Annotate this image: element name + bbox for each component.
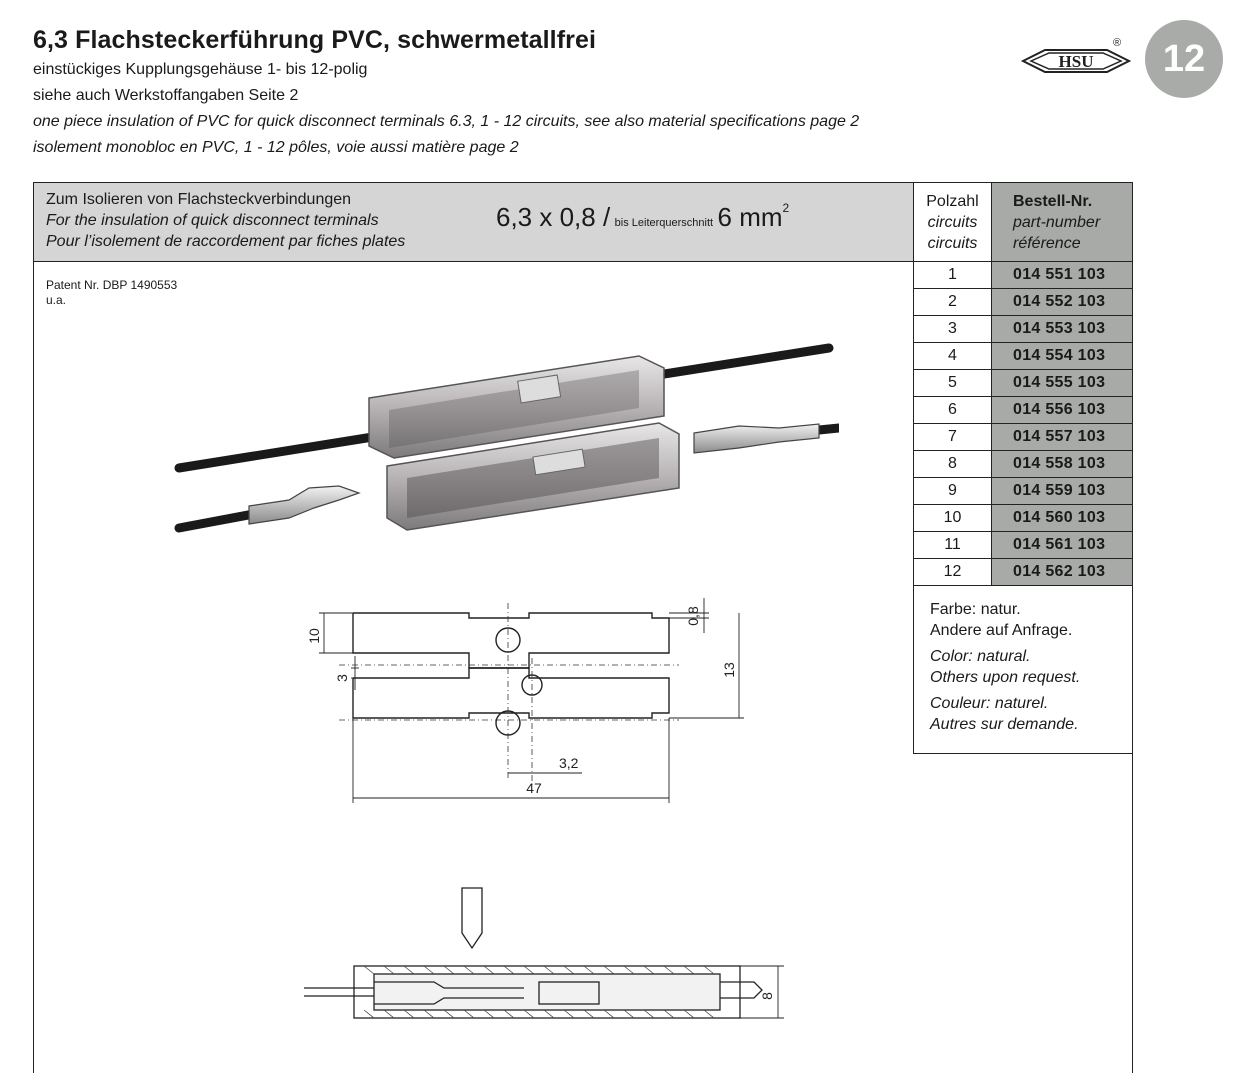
pole-count-cell: 9 — [914, 478, 992, 504]
part-number-cell: 014 562 103 — [992, 559, 1132, 585]
header-poles-en: circuits — [927, 214, 978, 231]
description-band — [34, 183, 913, 262]
part-number-cell: 014 555 103 — [992, 370, 1132, 396]
table-row — [914, 262, 1133, 289]
colour-en-1: Color: natural. — [930, 648, 1031, 665]
part-number-cell: 014 553 103 — [992, 316, 1132, 342]
colour-note — [914, 586, 1133, 754]
header-poles — [914, 183, 992, 261]
part-number-cell: 014 556 103 — [992, 397, 1132, 423]
product-photo — [139, 338, 839, 558]
dim-main: 6,3 x 0,8 / — [496, 202, 611, 232]
page-number-badge: 12 — [1145, 20, 1223, 98]
dim-label-0-8: 0,8 — [685, 606, 701, 626]
pole-count-cell: 2 — [914, 289, 992, 315]
colour-fr-2: Autres sur demande. — [930, 715, 1079, 733]
colour-fr-1: Couleur: naturel. — [930, 695, 1049, 712]
header-part-number — [992, 183, 1132, 261]
part-number-cell: 014 558 103 — [992, 451, 1132, 477]
product-frame — [33, 182, 1133, 1073]
part-number-cell: 014 560 103 — [992, 505, 1132, 531]
dim-label-47: 47 — [526, 780, 542, 796]
dim-small: bis Leiterquerschnitt — [614, 217, 714, 229]
patent-line-1: Patent Nr. DBP 1490553 — [46, 278, 178, 292]
table-row — [914, 370, 1133, 397]
table-row — [914, 343, 1133, 370]
table-row — [914, 451, 1133, 478]
part-number-cell: 014 557 103 — [992, 424, 1132, 450]
hsu-logo — [1021, 34, 1131, 86]
part-number-cell: 014 552 103 — [992, 289, 1132, 315]
page-header — [33, 26, 993, 161]
table-row — [914, 289, 1133, 316]
dimension-drawing — [279, 578, 749, 828]
header-part-de: Bestell-Nr. — [1013, 193, 1093, 210]
logo-text: HSU — [1058, 52, 1094, 71]
subtitle-de-1: einstückiges Kupplungsgehäuse 1- bis 12-polig — [33, 61, 368, 78]
part-number-cell: 014 559 103 — [992, 478, 1132, 504]
table-row — [914, 532, 1133, 559]
tab-terminal — [249, 486, 359, 524]
table-row — [914, 316, 1133, 343]
dim-size: 6 mm — [717, 202, 783, 232]
header-poles-de: Polzahl — [926, 193, 979, 210]
pole-count-cell: 12 — [914, 559, 992, 585]
table-row — [914, 478, 1133, 505]
table-row — [914, 424, 1133, 451]
page-title: 6,3 Flachsteckerführung PVC, schwermetallfrei — [33, 26, 597, 54]
receptacle-terminal — [694, 424, 819, 453]
pole-count-cell: 11 — [914, 532, 992, 558]
header-poles-fr: circuits — [927, 235, 978, 252]
pole-count-cell: 4 — [914, 343, 992, 369]
table-row — [914, 505, 1133, 532]
part-number-cell: 014 551 103 — [992, 262, 1132, 288]
pole-count-cell: 1 — [914, 262, 992, 288]
table-body — [914, 262, 1133, 586]
assembly-drawing — [284, 878, 804, 1043]
part-number-cell: 014 561 103 — [992, 532, 1132, 558]
wire-left-top — [179, 436, 379, 468]
dim-label-13: 13 — [721, 662, 737, 678]
wire-left-bottom — [179, 513, 259, 528]
band-de: Zum Isolieren von Flachsteckverbindungen — [46, 191, 352, 208]
header-part-fr: référence — [1013, 235, 1081, 252]
colour-de-1: Farbe: natur. — [930, 601, 1021, 618]
part-number-cell: 014 554 103 — [992, 343, 1132, 369]
subtitle-fr: isolement monobloc en PVC, 1 - 12 pôles, voie aussi matière page 2 — [33, 139, 519, 156]
colour-de-2: Andere auf Anfrage. — [930, 621, 1073, 639]
subtitle-de-2: siehe auch Werkstoffangaben Seite 2 — [33, 87, 299, 104]
band-fr: Pour l’isolement de raccordement par fiches plates — [46, 233, 406, 250]
table-row — [914, 397, 1133, 424]
pole-count-cell: 6 — [914, 397, 992, 423]
dimension-spec — [496, 201, 789, 233]
subtitle-en: one piece insulation of PVC for quick disconnect terminals 6.3, 1 - 12 circuits, see also material specifications page 2 — [33, 113, 860, 130]
dim-sup: 2 — [782, 201, 790, 215]
pole-count-cell: 3 — [914, 316, 992, 342]
header-part-en: part-number — [1013, 214, 1101, 231]
colour-en-2: Others upon request. — [930, 668, 1081, 686]
dim-label-3: 3 — [334, 674, 350, 682]
part-number-table — [913, 183, 1133, 754]
table-header — [914, 183, 1133, 262]
dim-label-8: 8 — [759, 992, 775, 1000]
patent-note — [46, 278, 177, 308]
band-text — [46, 189, 405, 252]
pole-count-cell: 7 — [914, 424, 992, 450]
wire-right-top — [639, 348, 829, 378]
dim-label-10: 10 — [306, 628, 322, 644]
registered-mark: ® — [1112, 37, 1122, 49]
pole-count-cell: 5 — [914, 370, 992, 396]
pole-count-cell: 8 — [914, 451, 992, 477]
band-en: For the insulation of quick disconnect terminals — [46, 212, 379, 229]
table-row — [914, 559, 1133, 586]
patent-line-2: u.a. — [46, 293, 67, 307]
wire-right-bottom — [819, 428, 839, 430]
dim-label-3-2: 3,2 — [559, 755, 579, 771]
pole-count-cell: 10 — [914, 505, 992, 531]
